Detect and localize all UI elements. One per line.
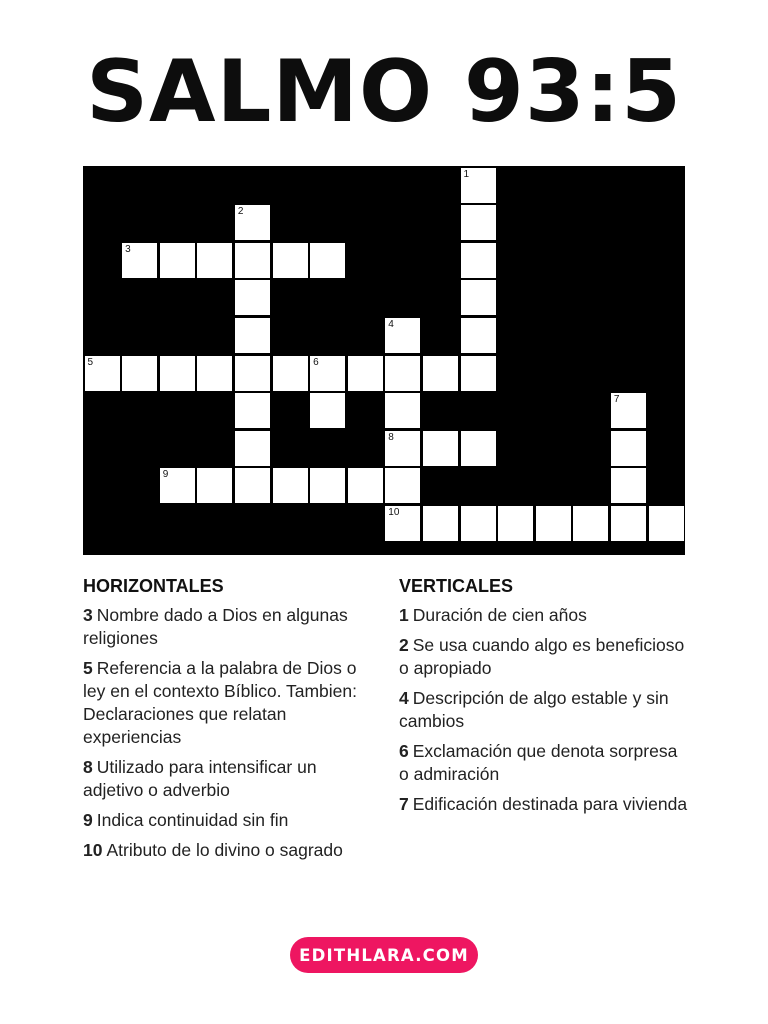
crossword-cell[interactable] bbox=[348, 356, 383, 391]
crossword-cell[interactable] bbox=[385, 318, 420, 353]
clue-item bbox=[83, 839, 373, 862]
crossword-grid bbox=[83, 166, 685, 555]
clue-item-text: Atributo de lo divino o sagrado bbox=[106, 840, 343, 860]
crossword-cell[interactable] bbox=[160, 468, 195, 503]
crossword-cell[interactable] bbox=[310, 243, 345, 278]
crossword-cell[interactable] bbox=[385, 506, 420, 541]
crossword-cell[interactable] bbox=[310, 356, 345, 391]
crossword-cell[interactable] bbox=[461, 356, 496, 391]
clue-item-text: Referencia a la palabra de Dios o ley en el contexto Bíblico. Tambien: Declaraciones que relatan experiencias bbox=[83, 658, 358, 747]
clue-item bbox=[83, 657, 373, 749]
crossword-cell[interactable] bbox=[423, 506, 458, 541]
website-link-button[interactable]: EDITHLARA.COM bbox=[290, 937, 478, 973]
crossword-cell[interactable] bbox=[235, 431, 270, 466]
crossword-cell[interactable] bbox=[461, 506, 496, 541]
clue-item bbox=[399, 604, 689, 627]
crossword-cell[interactable] bbox=[385, 356, 420, 391]
crossword-cell[interactable] bbox=[310, 468, 345, 503]
crossword-cell[interactable] bbox=[536, 506, 571, 541]
clue-item-number: 10 bbox=[83, 840, 103, 860]
clue-item-text: Indica continuidad sin fin bbox=[96, 810, 289, 830]
clue-number: 1 bbox=[463, 168, 470, 180]
crossword-cell[interactable] bbox=[423, 431, 458, 466]
crossword-cell[interactable] bbox=[573, 506, 608, 541]
crossword-cell[interactable] bbox=[160, 356, 195, 391]
crossword-cell[interactable] bbox=[348, 468, 383, 503]
clue-item-number: 3 bbox=[83, 605, 93, 625]
crossword-cell[interactable] bbox=[461, 243, 496, 278]
clue-item-text: Se usa cuando algo es beneficioso o apropiado bbox=[399, 635, 685, 678]
clue-number: 8 bbox=[388, 431, 394, 443]
clue-item-number: 8 bbox=[83, 757, 93, 777]
clue-item bbox=[399, 634, 689, 680]
crossword-cell[interactable] bbox=[235, 280, 270, 315]
down-clues bbox=[399, 576, 689, 823]
clue-item bbox=[83, 604, 373, 650]
crossword-cell[interactable] bbox=[461, 205, 496, 240]
crossword-cell[interactable] bbox=[310, 393, 345, 428]
clue-number: 3 bbox=[125, 243, 131, 255]
clue-item-text: Duración de cien años bbox=[412, 605, 587, 625]
crossword-cell[interactable] bbox=[235, 318, 270, 353]
clue-item-text: Edificación destinada para vivienda bbox=[412, 794, 688, 814]
clue-number: 10 bbox=[388, 506, 400, 518]
crossword-cell[interactable] bbox=[461, 431, 496, 466]
crossword-cell[interactable] bbox=[235, 356, 270, 391]
crossword-cell[interactable] bbox=[273, 243, 308, 278]
clue-item-number: 6 bbox=[399, 741, 409, 761]
page-title: SALMO 93:5 bbox=[86, 42, 682, 142]
crossword-cell[interactable] bbox=[611, 506, 646, 541]
crossword-cell[interactable] bbox=[423, 356, 458, 391]
clue-number: 7 bbox=[613, 394, 620, 406]
clue-item-number: 5 bbox=[83, 658, 93, 678]
across-clues bbox=[83, 576, 373, 869]
crossword-cell[interactable] bbox=[385, 393, 420, 428]
crossword-cell[interactable] bbox=[649, 506, 684, 541]
crossword-cell[interactable] bbox=[235, 468, 270, 503]
crossword-cell[interactable] bbox=[197, 356, 232, 391]
clue-item-number: 9 bbox=[83, 810, 93, 830]
crossword-cell[interactable] bbox=[235, 243, 270, 278]
crossword-cell[interactable] bbox=[122, 243, 157, 278]
clue-item-number: 1 bbox=[399, 605, 409, 625]
clue-number: 6 bbox=[313, 356, 319, 368]
crossword-cell[interactable] bbox=[611, 393, 646, 428]
crossword-cell[interactable] bbox=[235, 205, 270, 240]
crossword-cell[interactable] bbox=[385, 468, 420, 503]
clue-item-text: Descripción de algo estable y sin cambios bbox=[399, 688, 669, 731]
crossword-cell[interactable] bbox=[273, 356, 308, 391]
across-heading: HORIZONTALES bbox=[83, 576, 224, 596]
crossword-cell[interactable] bbox=[235, 393, 270, 428]
crossword-cell[interactable] bbox=[461, 280, 496, 315]
clue-item-text: Exclamación que denota sorpresa o admiración bbox=[399, 741, 678, 784]
down-heading: VERTICALES bbox=[399, 576, 514, 596]
clue-number: 2 bbox=[237, 206, 244, 218]
clue-item-text: Utilizado para intensificar un adjetivo o adverbio bbox=[83, 757, 317, 800]
crossword-cell[interactable] bbox=[611, 431, 646, 466]
clue-item bbox=[399, 687, 689, 733]
clue-item-text: Nombre dado a Dios en algunas religiones bbox=[83, 605, 348, 648]
crossword-cell[interactable] bbox=[611, 468, 646, 503]
clue-item-number: 2 bbox=[399, 635, 409, 655]
crossword-cell[interactable] bbox=[122, 356, 157, 391]
clue-item bbox=[83, 756, 373, 802]
crossword-cell[interactable] bbox=[197, 468, 232, 503]
clue-item-number: 4 bbox=[399, 688, 409, 708]
clue-item bbox=[399, 740, 689, 786]
crossword-cell[interactable] bbox=[385, 431, 420, 466]
clue-item-number: 7 bbox=[399, 794, 409, 814]
crossword-cell[interactable] bbox=[197, 243, 232, 278]
clue-number: 5 bbox=[87, 356, 94, 368]
clue-number: 9 bbox=[162, 469, 169, 481]
crossword-cell[interactable] bbox=[273, 468, 308, 503]
clue-number: 4 bbox=[388, 318, 394, 330]
crossword-cell[interactable] bbox=[461, 318, 496, 353]
clue-item bbox=[83, 809, 373, 832]
crossword-cell[interactable] bbox=[498, 506, 533, 541]
crossword-cell[interactable] bbox=[160, 243, 195, 278]
crossword-cell[interactable] bbox=[85, 356, 120, 391]
clue-item bbox=[399, 793, 689, 816]
crossword-cell[interactable] bbox=[461, 168, 496, 203]
